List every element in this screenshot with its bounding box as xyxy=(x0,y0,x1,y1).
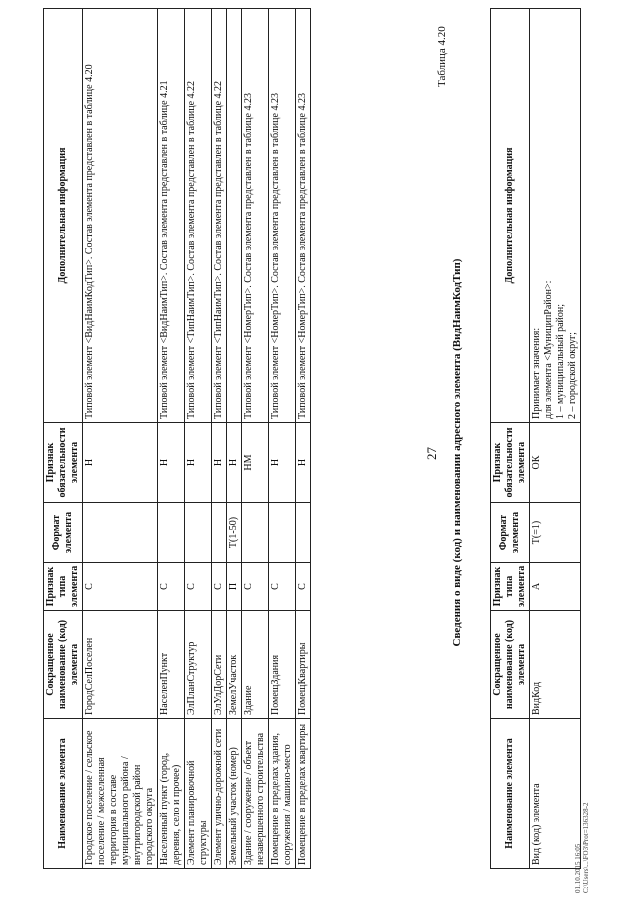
table-header-row xyxy=(44,9,83,869)
col-info-header: Дополнительная информация xyxy=(44,9,83,423)
cell-code: Здание xyxy=(242,611,269,719)
cell-code: ГородСелПоселен xyxy=(83,611,158,719)
cell-req: Н xyxy=(296,423,311,503)
cell-format: T(=1) xyxy=(530,503,581,563)
info-line: Принимает значения: xyxy=(531,327,542,419)
cell-info: Типовой элемент <НомерТип>. Состав элемента представлен в таблице 4.23 xyxy=(242,9,269,423)
cell-req: Н xyxy=(227,423,242,503)
table-row xyxy=(227,9,242,869)
cell-code: ПомещКвартиры xyxy=(296,611,311,719)
cell-format: T(1-50) xyxy=(227,503,242,563)
cell-name: Вид (код) элемента xyxy=(530,719,581,869)
cell-name: Населенный пункт (город, деревня, село и прочее) xyxy=(158,719,185,869)
col-name-header: Наименование элемента xyxy=(44,719,83,869)
cell-info: Типовой элемент <ВидНаимТип>. Состав элемента представлен в таблице 4.21 xyxy=(158,9,185,423)
elements-table xyxy=(43,8,311,869)
cell-info: Типовой элемент <НомерТип>. Состав элемента представлен в таблице 4.23 xyxy=(296,9,311,423)
cell-info: Типовой элемент <ТипНаимТип>. Состав элемента представлен в таблице 4.22 xyxy=(212,9,227,423)
footer-date: 01.10.2015 16:05 xyxy=(574,843,582,893)
cell-format xyxy=(185,503,212,563)
footer-path: C:\Users\...\FO3\Prot=136328-2 xyxy=(582,802,591,893)
cell-name: Элемент улично-дорожной сети xyxy=(212,719,227,869)
info-line: для элемента <МуниципРайон>: xyxy=(543,280,554,419)
cell-name: Помещение в пределах квартиры xyxy=(296,719,311,869)
table-row xyxy=(242,9,269,869)
cell-format xyxy=(296,503,311,563)
page-number: 27 xyxy=(424,447,439,460)
cell-req: НМ xyxy=(242,423,269,503)
cell-format xyxy=(269,503,296,563)
cell-name: Земельный участок (номер) xyxy=(227,719,242,869)
cell-format xyxy=(242,503,269,563)
cell-type: С xyxy=(212,563,227,611)
table-row xyxy=(269,9,296,869)
col-code-header: Сокращенное наименование (код) элемента xyxy=(44,611,83,719)
cell-req: Н xyxy=(158,423,185,503)
col-format-header: Формат элемента xyxy=(491,503,530,563)
info-line: 1 – муниципальный район; xyxy=(555,303,566,419)
table-header-row xyxy=(491,9,530,869)
cell-type: С xyxy=(83,563,158,611)
cell-format xyxy=(158,503,185,563)
col-info-header: Дополнительная информация xyxy=(491,9,530,423)
col-format-header: Формат элемента xyxy=(44,503,83,563)
cell-type: П xyxy=(227,563,242,611)
footer-note xyxy=(574,803,590,893)
view-name-code-table xyxy=(490,8,581,869)
cell-format xyxy=(83,503,158,563)
table-title: Сведения о виде (код) и наименовании адресного элемента (ВидНаимКодТип) xyxy=(451,258,463,647)
cell-req: Н xyxy=(269,423,296,503)
cell-info: Типовой элемент <НомерТип>. Состав элемента представлен в таблице 4.23 xyxy=(269,9,296,423)
table-row xyxy=(296,9,311,869)
col-type-header: Признак типа элемента xyxy=(44,563,83,611)
cell-name: Помещение в пределах здания, сооружения / машино-место xyxy=(269,719,296,869)
col-name-header: Наименование элемента xyxy=(491,719,530,869)
cell-format xyxy=(212,503,227,563)
cell-type: С xyxy=(242,563,269,611)
cell-req: Н xyxy=(83,423,158,503)
table-row xyxy=(83,9,158,869)
cell-code: ЭлПланСтруктур xyxy=(185,611,212,719)
cell-type: А xyxy=(530,563,581,611)
cell-req: Н xyxy=(212,423,227,503)
col-required-header: Признак обязательности элемента xyxy=(44,423,83,503)
table-number: Таблица 4.20 xyxy=(436,26,448,87)
col-code-header: Сокращенное наименование (код) элемента xyxy=(491,611,530,719)
cell-type: С xyxy=(185,563,212,611)
cell-code: ПомещЗдания xyxy=(269,611,296,719)
cell-info: Типовой элемент <ТипНаимТип>. Состав элемента представлен в таблице 4.22 xyxy=(185,9,212,423)
table-row xyxy=(530,9,581,869)
cell-code: ЭлУлДорСети xyxy=(212,611,227,719)
cell-info xyxy=(530,9,581,423)
cell-req: Н xyxy=(185,423,212,503)
table-row xyxy=(185,9,212,869)
cell-code: ВидКод xyxy=(530,611,581,719)
cell-type: С xyxy=(158,563,185,611)
table-row xyxy=(212,9,227,869)
cell-code: ЗемелУчасток xyxy=(227,611,242,719)
cell-code: НаселенПункт xyxy=(158,611,185,719)
cell-name: Городское поселение / сельское поселение / межселенная территория в составе муниципального района / внутригородской район городского округа xyxy=(83,719,158,869)
cell-info xyxy=(227,9,242,423)
table-row xyxy=(158,9,185,869)
cell-name: Элемент планировочной структуры xyxy=(185,719,212,869)
col-type-header: Признак типа элемента xyxy=(491,563,530,611)
info-line: 2 – городской округ; xyxy=(567,332,578,419)
cell-type: С xyxy=(296,563,311,611)
col-required-header: Признак обязательности элемента xyxy=(491,423,530,503)
cell-req: ОК xyxy=(530,423,581,503)
cell-info: Типовой элемент <ВидНаимКодТип>. Состав элемента представлен в таблице 4.20 xyxy=(83,9,158,423)
cell-type: С xyxy=(269,563,296,611)
cell-name: Здание / сооружение / объект незавершенного строительства xyxy=(242,719,269,869)
